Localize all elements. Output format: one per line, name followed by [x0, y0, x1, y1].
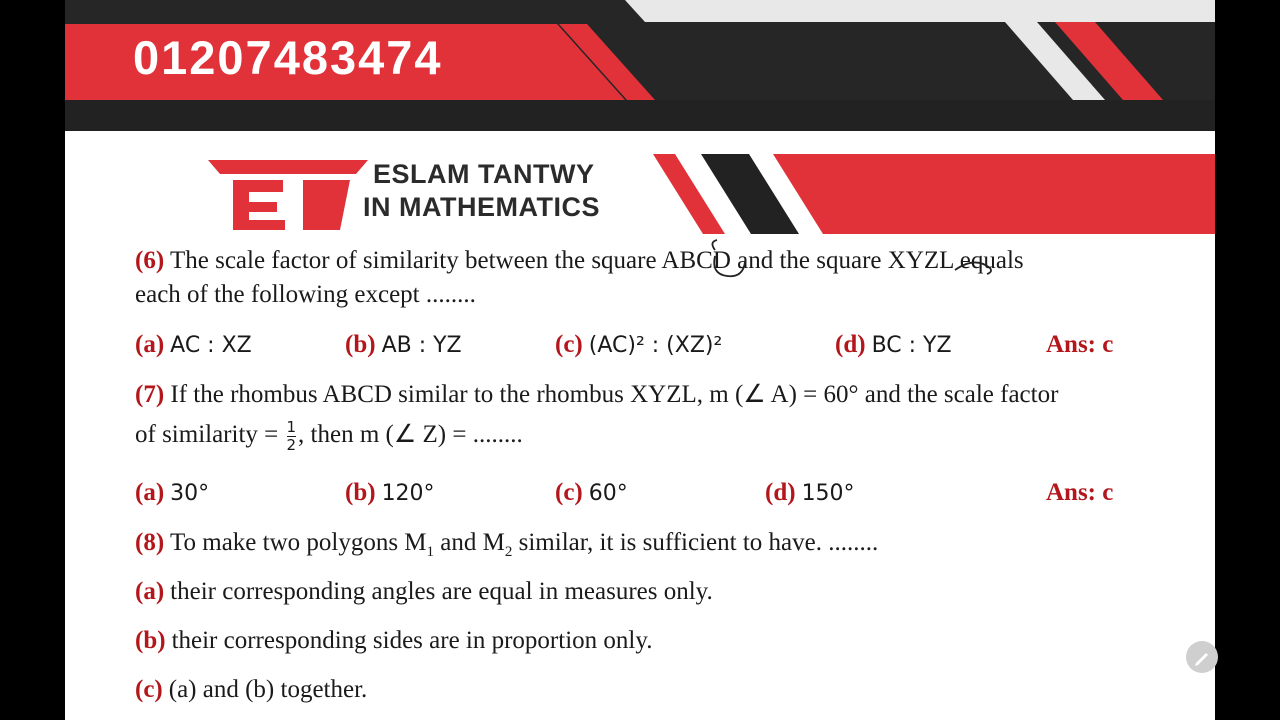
- et-logo-icon: [208, 160, 373, 235]
- brand-line-1: ESLAM TANTWY: [373, 159, 595, 189]
- question-8-line-1: (8) To make two polygons $M_1$ and $M_2$ similar, it is sufficient to have. ........: [135, 529, 879, 560]
- question-6-option-a: (a) AC : XZ: [135, 331, 252, 358]
- header-banner: [65, 0, 1215, 100]
- fraction-one-half: $\frac{1}{2}$: [286, 417, 297, 454]
- question-7-option-b: (b) 120°: [345, 479, 435, 506]
- question-8-number: (8): [135, 529, 165, 556]
- question-8-option-b: (b) their corresponding sides are in proportion only.: [135, 627, 653, 654]
- question-6-line-2: each of the following except ........: [135, 281, 476, 308]
- question-8-option-a: (a) their corresponding angles are equal in measures only.: [135, 578, 713, 605]
- worksheet-page: [65, 0, 1215, 720]
- brand-line-2: IN MATHEMATICS: [363, 192, 600, 222]
- question-6-text: The scale factor of similarity between the square ABCD and the square XYZL equals: [169, 247, 1024, 274]
- question-7-answer: Ans: c: [1046, 479, 1114, 506]
- question-7-line-2: of similarity = $\frac{1}{2}$ , then m (∠ Z) = ........: [135, 417, 523, 454]
- question-6-answer: Ans: c: [1046, 331, 1114, 358]
- question-7-number: (7): [135, 381, 165, 408]
- question-6-option-b: (b) AB : YZ: [345, 331, 462, 358]
- decorative-stripes: [653, 154, 1215, 234]
- phone-number: 01207483474: [133, 31, 443, 84]
- handwritten-annotation: [705, 232, 1035, 282]
- question-7-option-d: (d) 150°: [765, 479, 855, 506]
- pencil-icon[interactable]: [1186, 641, 1218, 673]
- question-7-text: If the rhombus ABCD similar to the rhombus XYZL, m (∠ A) = 60° and the scale factor: [170, 381, 1059, 408]
- question-7-option-c: (c) 60°: [555, 479, 628, 506]
- question-6-option-d: (d) BC : YZ: [835, 331, 952, 358]
- brand-name: [363, 158, 600, 224]
- question-6-number: (6): [135, 247, 165, 274]
- question-7-line-1: [135, 378, 1058, 412]
- header-dark-band: [65, 100, 1215, 131]
- question-6-option-c: (c) (AC)² : (XZ)²: [555, 331, 723, 358]
- question-8-option-c: (c) (a) and (b) together.: [135, 676, 368, 703]
- question-7-option-a: (a) 30°: [135, 479, 210, 506]
